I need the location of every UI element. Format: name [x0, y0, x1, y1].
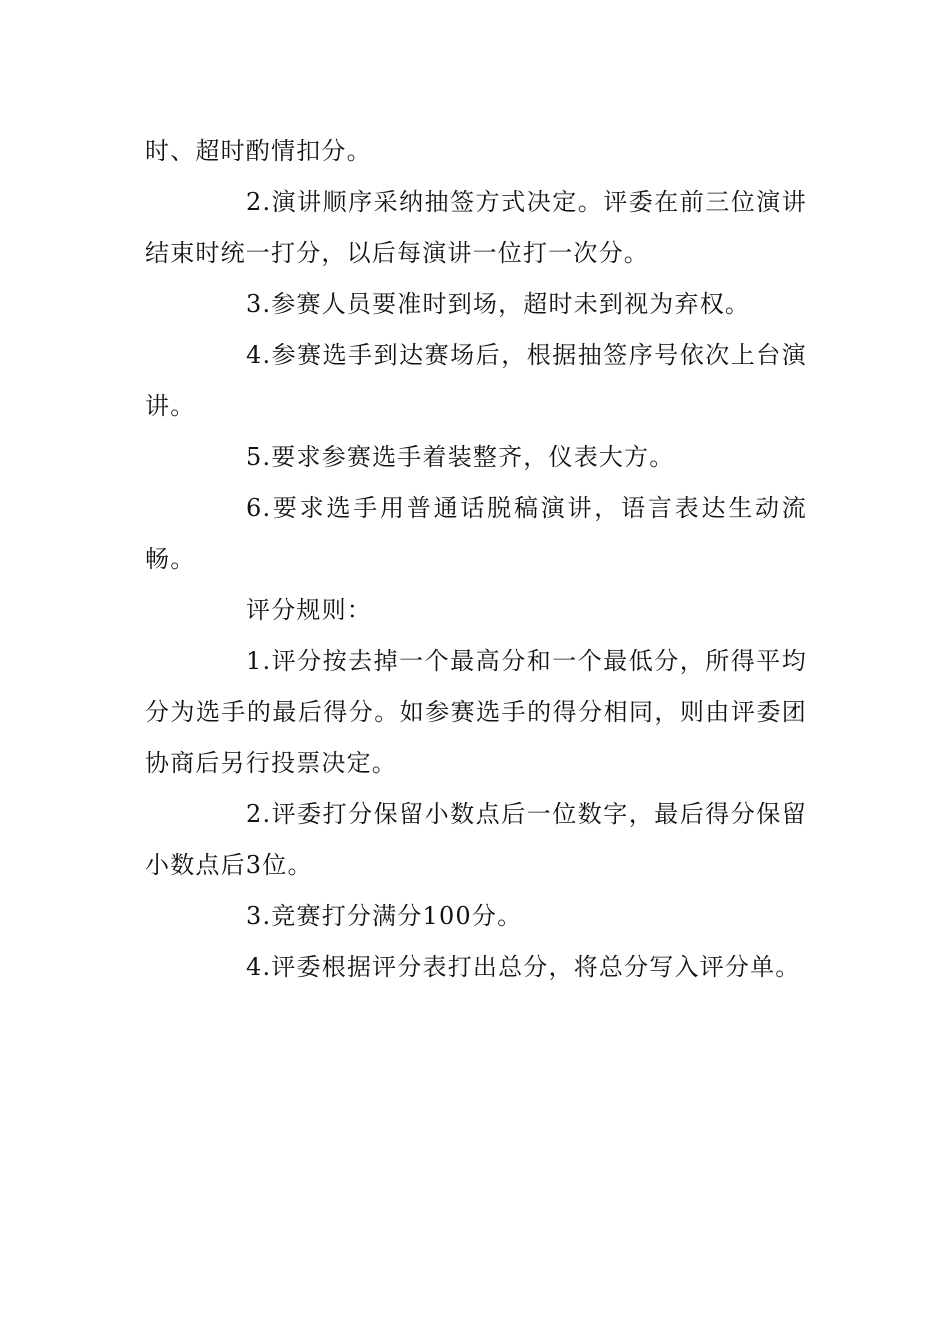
rule-item-5-dress: 5.要求参赛选手着装整齐，仪表大方。 — [246, 443, 675, 471]
rule-item-2-draw-order: 2.演讲顺序采纳抽签方式决定。评委在前三位演讲结束时统一打分，以后每演讲一位打一次分。 — [145, 188, 807, 267]
scoring-item-1-average: 1.评分按去掉一个最高分和一个最低分，所得平均分为选手的最后得分。如参赛选手的得分相同，则由评委团协商后另行投票决定。 — [145, 647, 807, 777]
document-body — [145, 126, 807, 993]
rule-item-3-punctuality: 3.参赛人员要准时到场，超时未到视为弃权。 — [246, 290, 751, 318]
section-heading-scoring-rules: 评分规则： — [246, 596, 372, 624]
scoring-item-3-full-marks: 3.竞赛打分满分100分。 — [246, 902, 523, 930]
rule-item-6-language: 6.要求选手用普通话脱稿演讲，语言表达生动流畅。 — [145, 494, 807, 573]
paragraph-continuation: 时、超时酌情扣分。 — [145, 137, 372, 165]
scoring-item-4-total: 4.评委根据评分表打出总分，将总分写入评分单。 — [246, 953, 801, 981]
scoring-item-2-decimals: 2.评委打分保留小数点后一位数字，最后得分保留小数点后3位。 — [145, 800, 807, 879]
rule-item-4-stage-order: 4.参赛选手到达赛场后，根据抽签序号依次上台演讲。 — [145, 341, 807, 420]
